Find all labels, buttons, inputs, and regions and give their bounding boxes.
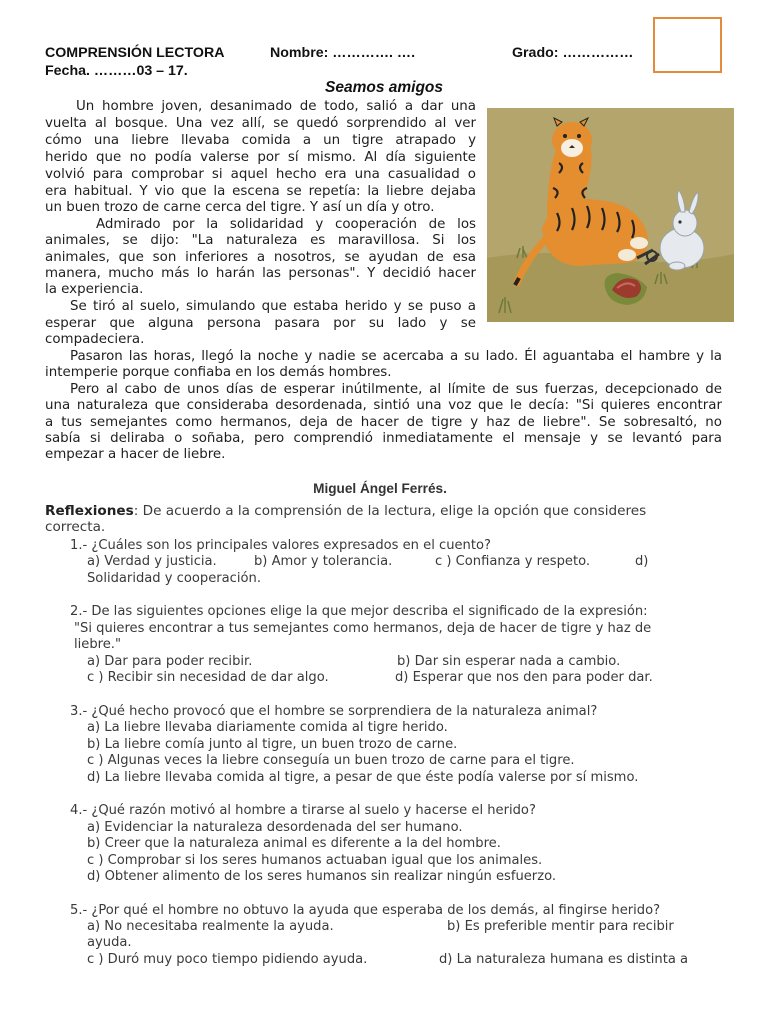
question-stem: 1.- ¿Cuáles son los principales valores expresados en el cuento?: [70, 538, 491, 553]
question-stem: liebre.": [74, 637, 121, 652]
story-line: empezar a hacer de liebre.: [45, 447, 226, 462]
story-line: era habitual. Y vio que la escena se repetía: la liebre dejaba: [45, 184, 476, 199]
story-line: animales, que son inferiores a nosotros, se ayudan de esa: [45, 250, 476, 265]
question-stem: 3.- ¿Qué hecho provocó que el hombre se sorprendiera de la naturaleza animal?: [70, 704, 598, 719]
question-stem: 2.- De las siguientes opciones elige la que mejor describa el significado de la expresión:: [70, 604, 648, 619]
answer-option: a) Dar para poder recibir.: [87, 654, 253, 669]
header-label: COMPRENSIÓN LECTORA: [45, 45, 225, 61]
story-line: animales, se dijo: "La naturaleza es maravillosa. Si los: [45, 233, 476, 248]
question-stem: 4.- ¿Qué razón motivó al hombre a tirarse al suelo y hacerse el herido?: [70, 803, 536, 818]
author-name: Miguel Ángel Ferrés.: [313, 481, 447, 496]
answer-option: a) Evidenciar la naturaleza desordenada del ser humano.: [87, 820, 463, 835]
story-line: vuelta al bosque. Una vez allí, se quedó sorprendido al ver: [45, 116, 476, 131]
answer-option: b) Creer que la naturaleza animal es diferente a la del hombre.: [87, 836, 501, 851]
answer-option: d) La liebre llevaba comida al tigre, a pesar de que éste podía valerse por sí mismo.: [87, 770, 639, 785]
answer-option: d) Obtener alimento de los seres humanos sin realizar ningún esfuerzo.: [87, 869, 557, 884]
question-stem: "Si quieres encontrar a tus semejantes como hermanos, deja de hacer de tigre y haz de: [74, 621, 652, 636]
story-line: Admirado por la solidaridad y cooperación de los: [96, 217, 476, 232]
reflections-intro: [45, 503, 646, 520]
answer-option: a) Verdad y justicia.: [87, 554, 217, 569]
tiger-and-rabbit-illustration: [487, 108, 734, 322]
story-line: a tus semejantes como hermanos, deja de hacer de tigre y haz de liebre". Se sobresaltó, no: [45, 415, 722, 430]
answer-option: b) Dar sin esperar nada a cambio.: [397, 654, 621, 669]
answer-option: d): [635, 554, 649, 569]
answer-option: a) No necesitaba realmente la ayuda.: [87, 919, 334, 934]
story-line: esperar que alguna persona pasara por su lado y se: [45, 316, 476, 331]
story-line: Pasaron las horas, llegó la noche y nadie se acercaba a su lado. Él aguantaba el hambre y la: [70, 349, 722, 364]
answer-option: Solidaridad y cooperación.: [87, 571, 261, 586]
story-line: intemperie porque confiaba en los demás hombres.: [45, 365, 392, 380]
reflections-instruction-cont: correcta.: [45, 519, 106, 535]
story-line: herido que no podía valerse por sí mismo. Al día siguiente: [45, 150, 476, 165]
grade-field: Grado: ……………: [512, 45, 634, 61]
question-stem: 5.- ¿Por qué el hombre no obtuvo la ayuda que esperaba de los demás, al fingirse herido?: [70, 903, 661, 918]
story-line: Se tiró al suelo, simulando que estaba herido y se puso a: [70, 299, 476, 314]
story-line: volvió para comprobar si aquel hecho era una casualidad o: [45, 167, 476, 182]
story-line: la experiencia.: [45, 282, 144, 297]
story-line: Un hombre joven, desanimado de todo, salió a dar una: [76, 99, 476, 114]
story-line: manera, mucho más lo harán las personas". Y decidió hacer: [45, 266, 476, 281]
reflections-instruction: : De acuerdo a la comprensión de la lectura, elige la opción que consideres: [133, 503, 647, 519]
reflections-heading: Reflexiones: [45, 503, 134, 519]
answer-option: c ) Confianza y respeto.: [435, 554, 591, 569]
story-line: sabía si deliraba o soñaba, pero comprendió inmediatamente el mensaje y se levantó para: [45, 431, 722, 446]
story-title: Seamos amigos: [324, 79, 444, 96]
story-line: compadeciera.: [45, 332, 145, 347]
answer-option: c ) Algunas veces la liebre conseguía un buen trozo de carne para el tigre.: [87, 753, 575, 768]
story-line: Pero al cabo de unos días de esperar inútilmente, al límite de sus fuerzas, decepcionado de: [70, 382, 722, 397]
answer-option: d) La naturaleza humana es distinta a: [439, 952, 689, 967]
story-line: cómo una liebre llevaba comida a un tigre atrapado y: [45, 133, 476, 148]
story-line: un buen trozo de carne cerca del tigre. Y así un día y otro.: [45, 200, 435, 215]
answer-option: d) Esperar que nos den para poder dar.: [395, 670, 653, 685]
name-field: Nombre: …………. ….: [270, 45, 416, 61]
answer-option: a) La liebre llevaba diariamente comida al tigre herido.: [87, 720, 448, 735]
date-field: Fecha. ………03 – 17.: [45, 63, 188, 79]
answer-option: b) Es preferible mentir para recibir: [447, 919, 674, 934]
answer-option: c ) Duró muy poco tiempo pidiendo ayuda.: [87, 952, 368, 967]
grade-box: [653, 17, 722, 73]
answer-option: ayuda.: [87, 935, 132, 950]
answer-option: c ) Comprobar si los seres humanos actuaban igual que los animales.: [87, 853, 543, 868]
story-line: una naturaleza que consideraba desordenada, sintió una voz que le decía: "Si quieres encontrar: [45, 398, 722, 413]
answer-option: b) La liebre comía junto al tigre, un buen trozo de carne.: [87, 737, 458, 752]
answer-option: c ) Recibir sin necesidad de dar algo.: [87, 670, 329, 685]
answer-option: b) Amor y tolerancia.: [254, 554, 393, 569]
